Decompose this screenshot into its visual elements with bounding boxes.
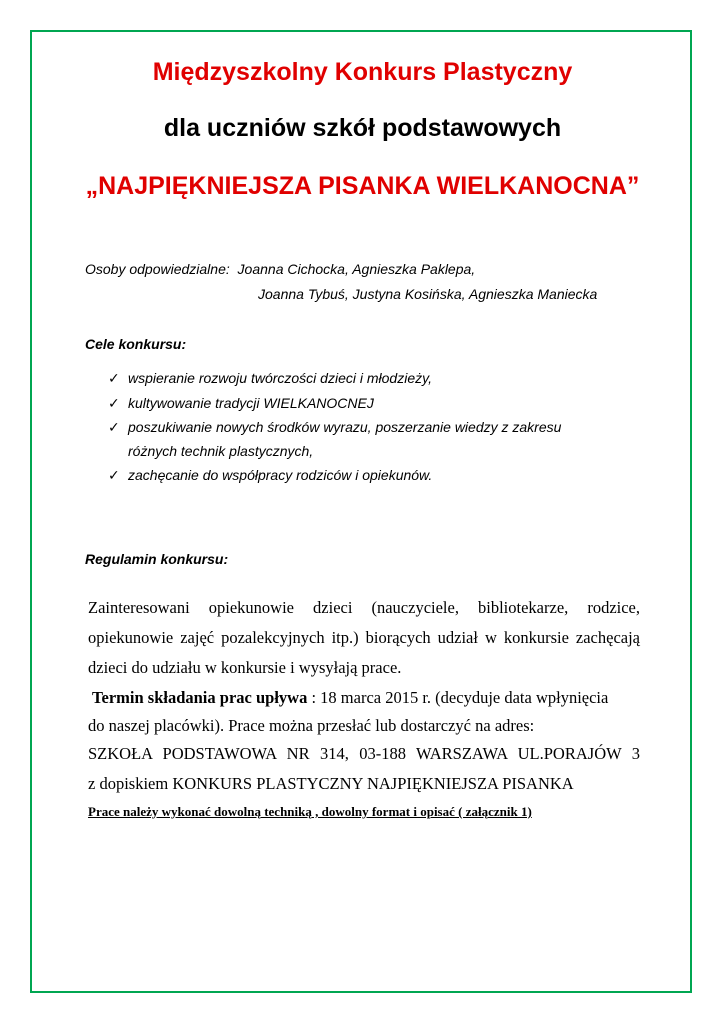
check-icon: ✓ xyxy=(108,420,120,436)
responsible-persons-line1 xyxy=(85,261,475,277)
rules-line-5: do naszej placówki). Prace można przesłać lub dostarczyć na adres: xyxy=(88,716,535,735)
contest-title: Międzyszkolny Konkurs Plastyczny xyxy=(152,58,573,86)
rules-line-1: Zainteresowani opiekunowie dzieci (nauczyciele, bibliotekarze, rodzice, xyxy=(88,598,640,617)
rules-line-3: dzieci do udziału w konkursie i wysyłają prace. xyxy=(88,658,402,677)
goal-item-continuation: różnych technik plastycznych, xyxy=(128,443,314,459)
check-icon: ✓ xyxy=(108,468,120,484)
goal-item: ✓ kultywowanie tradycji WIELKANOCNEJ xyxy=(108,395,374,412)
goals-heading: Cele konkursu: xyxy=(85,336,187,352)
responsible-names-2: Joanna Tybuś, Justyna Kosińska, Agnieszka Maniecka xyxy=(258,286,598,302)
check-icon: ✓ xyxy=(108,396,120,412)
deadline-line xyxy=(92,688,644,708)
rules-line-2: opiekunowie zajęć pozalekcyjnych itp.) biorących udział w konkursie zachęcają xyxy=(88,628,640,647)
deadline-label: Termin składania prac upływa xyxy=(92,688,308,707)
footer-note: Prace należy wykonać dowolną techniką , dowolny format i opisać ( załącznik 1) xyxy=(88,804,532,819)
goal-item: ✓ poszukiwanie nowych środków wyrazu, poszerzanie wiedzy z zakresu xyxy=(108,419,562,436)
contest-name: „NAJPIĘKNIEJSZA PISANKA WIELKANOCNA” xyxy=(85,172,640,200)
address-note: z dopiskiem KONKURS PLASTYCZNY NAJPIĘKNIEJSZA PISANKA xyxy=(88,774,574,793)
rules-heading: Regulamin konkursu: xyxy=(85,551,229,567)
goal-item: ✓ zachęcanie do współpracy rodziców i opiekunów. xyxy=(108,467,433,484)
goal-item: ✓ wspieranie rozwoju twórczości dzieci i młodzieży, xyxy=(108,370,432,387)
check-icon: ✓ xyxy=(108,371,120,387)
responsible-names-1: Joanna Cichocka, Agnieszka Paklepa, xyxy=(237,261,476,277)
responsible-label: Osoby odpowiedzialne: xyxy=(85,261,230,277)
deadline-date: : 18 marca 2015 r. (decyduje data wpłynięcia xyxy=(307,688,609,707)
school-address: SZKOŁA PODSTAWOWA NR 314, 03-188 WARSZAWA UL.PORAJÓW 3 xyxy=(88,744,640,763)
contest-subtitle: dla uczniów szkół podstawowych xyxy=(163,114,562,142)
